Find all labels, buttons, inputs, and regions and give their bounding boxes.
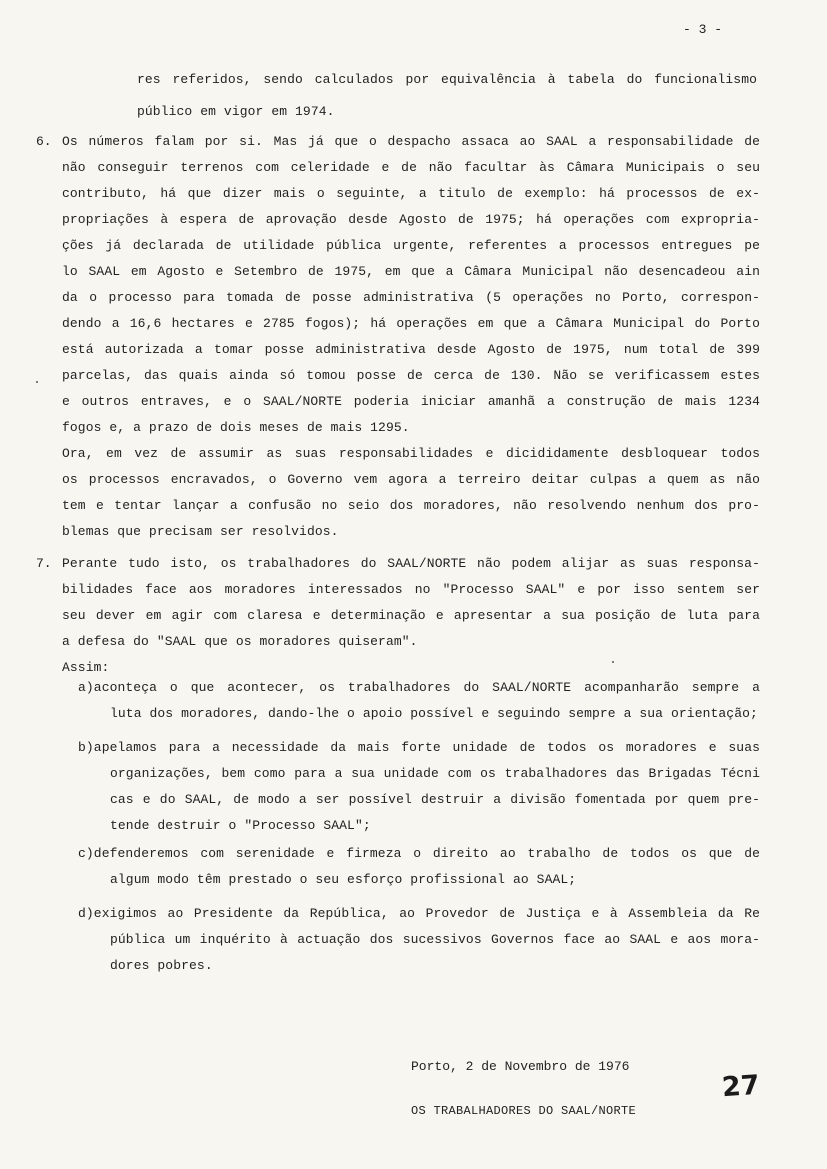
text-line: contributo, há que dizer mais o seguinte, a titulo de exemplo: há processos de ex- [62, 186, 760, 201]
text-line: res referidos, sendo calculados por equivalência à tabela do funcionalismo [137, 72, 757, 87]
text-line: blemas que precisam ser resolvidos. [62, 524, 339, 539]
page-number: - 3 - [683, 22, 723, 37]
text-line: propriações à espera de aprovação desde Agosto de 1975; há operações com expropria- [62, 212, 760, 227]
text-line: cas e do SAAL, de modo a ser possível destruir a divisão fomentada por quem pre- [110, 792, 760, 807]
text-line: seu dever em agir com claresa e determinação e apresentar a sua posição de luta para [62, 608, 760, 623]
text-line: tende destruir o "Processo SAAL"; [110, 818, 371, 833]
stray-mark [612, 661, 614, 663]
text-line: algum modo têm prestado o seu esforço profissional ao SAAL; [110, 872, 577, 887]
text-line: dores pobres. [110, 958, 213, 973]
text-line: a defesa do "SAAL que os moradores quiseram". [62, 634, 418, 649]
text-line: está autorizada a tomar posse administrativa desde Agosto de 1975, num total de 399 [62, 342, 760, 357]
text-line: dendo a 16,6 hectares e 2785 fogos); há operações em que a Câmara Municipal do Porto [62, 316, 760, 331]
handwritten-page-number: 27 [720, 1069, 761, 1104]
text-line: e outros entraves, e o SAAL/NORTE poderia iniciar amanhã a construção de mais 1234 [62, 394, 760, 409]
text-line: ções já declarada de utilidade pública urgente, referentes a processos entregues pe [62, 238, 760, 253]
text-line: d)exigimos ao Presidente da República, ao Provedor de Justiça e à Assembleia da Re [78, 906, 760, 921]
text-line: público em vigor em 1974. [137, 104, 335, 119]
item-number: 7. [36, 556, 52, 571]
text-line: organizações, bem como para a sua unidade com os trabalhadores das Brigadas Técni [110, 766, 760, 781]
text-line: bilidades face aos moradores interessados no "Processo SAAL" e por isso sentem ser [62, 582, 760, 597]
text-line: b)apelamos para a necessidade da mais forte unidade de todos os moradores e suas [78, 740, 760, 755]
text-line: pública um inquérito à actuação dos sucessivos Governos face ao SAAL e aos mora- [110, 932, 760, 947]
text-line: luta dos moradores, dando-lhe o apoio possível e seguindo sempre a sua orientação; [110, 706, 758, 721]
text-line: a)aconteça o que acontecer, os trabalhadores do SAAL/NORTE acompanharão sempre a [78, 680, 760, 695]
text-line: tem e tentar lançar a confusão no seio dos moradores, não resolvendo nenhum dos pro- [62, 498, 760, 513]
text-line: os processos encravados, o Governo vem agora a terreiro deitar culpas a quem as não [62, 472, 760, 487]
text-line: Ora, em vez de assumir as suas responsabilidades e dicididamente desbloquear todos [62, 446, 760, 461]
stray-mark [36, 381, 38, 383]
signature-line: OS TRABALHADORES DO SAAL/NORTE [411, 1104, 637, 1118]
text-line: parcelas, das quais ainda só tomou posse de cerca de 130. Não se verificassem estes [62, 368, 760, 383]
text-line: c)defenderemos com serenidade e firmeza o direito ao trabalho de todos os que de [78, 846, 760, 861]
text-line: Perante tudo isto, os trabalhadores do SAAL/NORTE não podem alijar as suas responsa- [62, 556, 760, 571]
text-line: não conseguir terrenos com celeridade e de não facultar às Câmara Municipais o seu [62, 160, 760, 175]
place-and-date: Porto, 2 de Novembro de 1976 [411, 1059, 630, 1074]
text-line: da o processo para tomada de posse administrativa (5 operações no Porto, correspon- [62, 290, 760, 305]
text-line: Assim: [62, 660, 110, 675]
text-line: Os números falam por si. Mas já que o despacho assaca ao SAAL a responsabilidade de [62, 134, 760, 149]
item-number: 6. [36, 134, 52, 149]
text-line: lo SAAL em Agosto e Setembro de 1975, em que a Câmara Municipal não desencadeou ain [62, 264, 760, 279]
text-line: fogos e, a prazo de dois meses de mais 1295. [62, 420, 410, 435]
